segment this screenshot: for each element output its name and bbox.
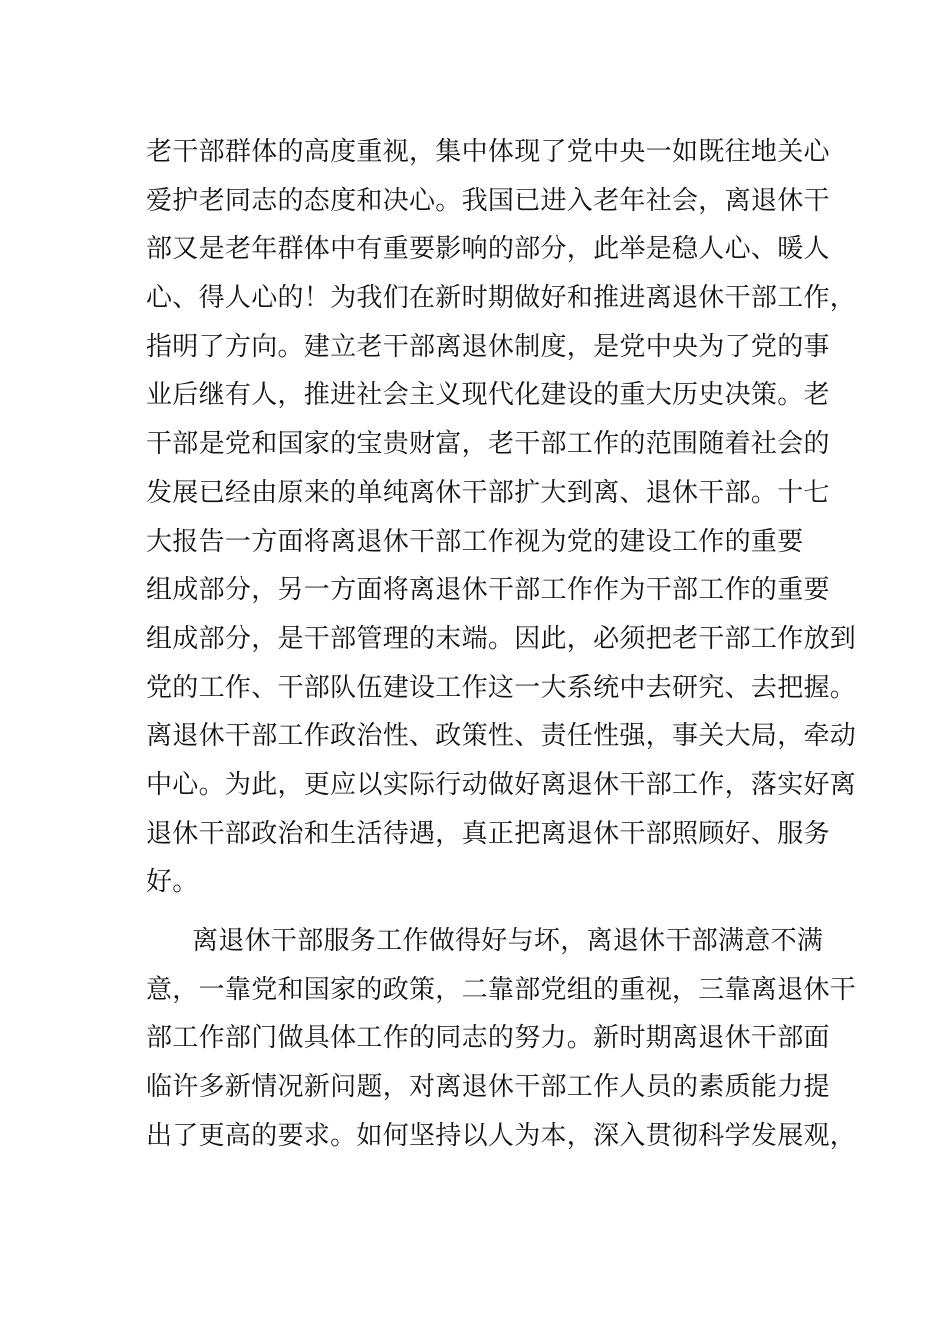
text-line: 出了更高的要求。如何坚持以人为本，深入贯彻科学发展观， (146, 1120, 857, 1151)
text-line: 干部是党和国家的宝贵财富，老干部工作的范围随着社会的 (146, 429, 830, 460)
text-line: 好。 (146, 867, 199, 898)
text-line: 组成部分，另一方面将离退休干部工作作为干部工作的重要 (146, 575, 830, 606)
text-line: 大报告一方面将离退休干部工作视为党的建设工作的重要 (146, 526, 804, 557)
text-line: 老干部群体的高度重视，集中体现了党中央一如既往地关心 (146, 137, 830, 167)
paragraph-spacer (146, 907, 836, 917)
text-line: 指明了方向。建立老干部离退休制度，是党中央为了党的事 (146, 331, 830, 362)
text-line: 部工作部门做具体工作的同志的努力。新时期离退休干部面 (146, 1023, 830, 1054)
text-line: 业后继有人，推进社会主义现代化建设的重大历史决策。老 (146, 380, 830, 411)
text-line: 意，一靠党和国家的政策，二靠部党组的重视，三靠离退休干 (146, 974, 857, 1005)
text-line: 退休干部政治和生活待遇，真正把离退休干部照顾好、服务 (146, 818, 830, 849)
text-line: 爱护老同志的态度和决心。我国已进入老年社会，离退休干 (146, 185, 830, 216)
text-line: 离退休干部工作政治性、政策性、责任性强，事关大局，牵动 (146, 721, 857, 752)
text-line: 发展已经由原来的单纯离休干部扩大到离、退休干部。十七 (146, 477, 830, 508)
paragraph-2 (146, 917, 857, 1160)
text-line: 组成部分，是干部管理的末端。因此，必须把老干部工作放到 (146, 623, 857, 654)
text-line: 离退休干部服务工作做得好与坏，离退休干部满意不满 (192, 926, 824, 956)
text-line: 党的工作、干部队伍建设工作这一大系统中去研究、去把握。 (146, 672, 857, 703)
paragraph-1 (146, 128, 857, 907)
text-line: 部又是老年群体中有重要影响的部分，此举是稳人心、暖人 (146, 234, 830, 265)
text-line: 临许多新情况新问题，对离退休干部工作人员的素质能力提 (146, 1072, 830, 1103)
text-line: 中心。为此，更应以实际行动做好离退休干部工作，落实好离 (146, 769, 857, 800)
body-text (146, 128, 857, 1160)
text-line: 心、得人心的！为我们在新时期做好和推进离退休干部工作， (146, 283, 857, 314)
